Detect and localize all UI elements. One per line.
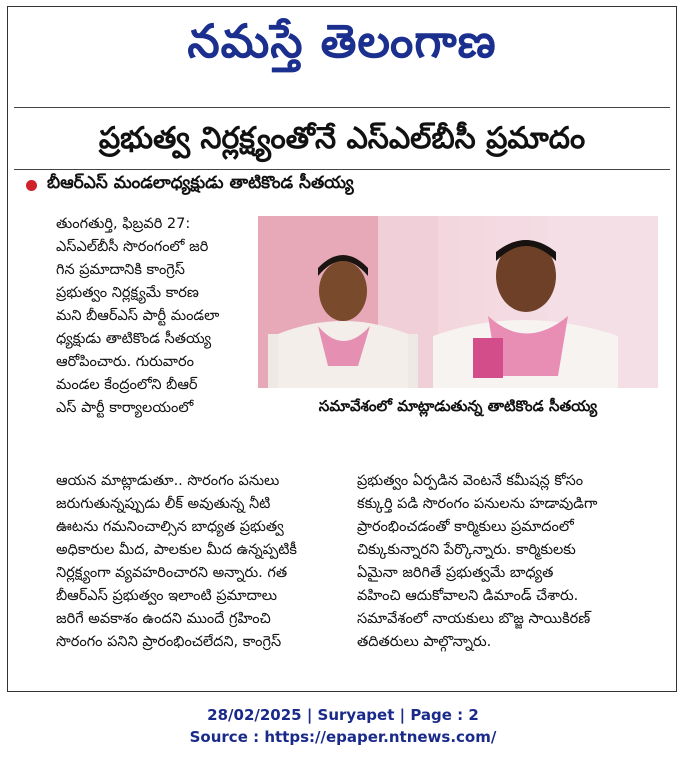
article-line: ఆయన మాట్లాడుతూ.. సొరంగం పనులు [56,473,280,489]
article-line: తదితరులు పాల్గొన్నారు. [357,634,492,650]
article-line: జరిగే అవకాశం ఉందని ముందే గ్రహించి [56,611,271,627]
article-line: వహించి ఆదుకోవాలని డిమాండ్ చేశారు. [357,588,579,604]
article-line: ఊటను గమనించాల్సిన బాధ్యత ప్రభుత్వ [56,519,284,535]
subhead-text: బీఆర్ఎస్ మండలాధ్యక్షుడు తాటికొండ సీతయ్య [47,173,354,193]
article-line: మండల కేంద్రంలోని బీఆర్ [56,377,198,393]
article-line: బీఆర్ఎస్ ప్రభుత్వం ఇలాంటి ప్రమాదాలు [56,588,277,604]
article-line: సొరంగం పనిని ప్రారంభించలేదని, కాంగ్రెస్ [56,634,282,650]
article-line: సమావేశంలో నాయకులు బొజ్జ సాయికిరణ్ [357,611,591,627]
article-line: మని బీఆర్ఎస్ పార్టీ మండలా [56,308,220,324]
footer-source: Source : https://epaper.ntnews.com/ [189,728,497,746]
article-line: అధికారుల మీద, పాలకుల మీద ఉన్నప్పటికీ [56,542,297,558]
article-line: తుంగతుర్తి, ఫిబ్రవరి 27: [56,216,191,232]
bullet-icon [26,180,37,191]
article-right-column [357,470,657,654]
article-line: గిన ప్రమాదానికి కాంగ్రెస్ [56,262,185,278]
article-left-column-bottom [56,470,346,654]
article-line: చిక్కుకున్నారని పేర్కొన్నారు. కార్మికులకు [357,542,576,558]
article-line: కక్కుర్తి పడి సొరంగం పనులను హడావుడిగా [357,496,598,512]
article-line: ప్రభుత్వం నిర్లక్ష్యమే కారణ [56,285,199,301]
article-line: ప్రభుత్వం ఏర్పడిన వెంటనే కమీషన్ల కోసం [357,473,584,489]
divider [14,107,670,108]
article-photo [258,216,658,388]
article-line: ధ్యక్షుడు తాటికొండ సీతయ్య [56,331,212,347]
article-left-column-top [56,213,252,420]
photo-caption: సమావేశంలో మాట్లాడుతున్న తాటికొండ సీతయ్య [258,393,658,423]
masthead [8,11,676,83]
article-line: ఎస్ పార్టీ కార్యాలయంలో [56,400,194,416]
article-line: ప్రారంభించడంతో కార్మికులు ప్రమాదంలో [357,519,574,535]
subhead [26,172,354,198]
photo-illustration [258,216,658,388]
article-line: ఏమైనా జరిగితే ప్రభుత్వమే బాధ్యత [357,565,554,581]
footer-date-edition: 28/02/2025 | Suryapet | Page : 2 [207,706,479,724]
headline: ప్రభుత్వ నిర్లక్ష్యంతోనే ఎస్ఎల్‌బీసీ ప్రమాదం [98,121,586,156]
article-line: ఎస్ఎల్‌బీసీ సొరంగంలో జరి [56,239,209,255]
article-line: నిర్లక్ష్యంగా వ్యవహరించారని అన్నారు. గత [56,565,288,581]
article-line: జరుగుతున్నప్పుడు లీక్ అవుతున్న నీటి [56,496,271,512]
article-line: ఆరోపించారు. గురువారం [56,354,194,370]
divider [14,169,670,170]
masthead-title: నమస్తే తెలంగాణ [187,14,497,68]
